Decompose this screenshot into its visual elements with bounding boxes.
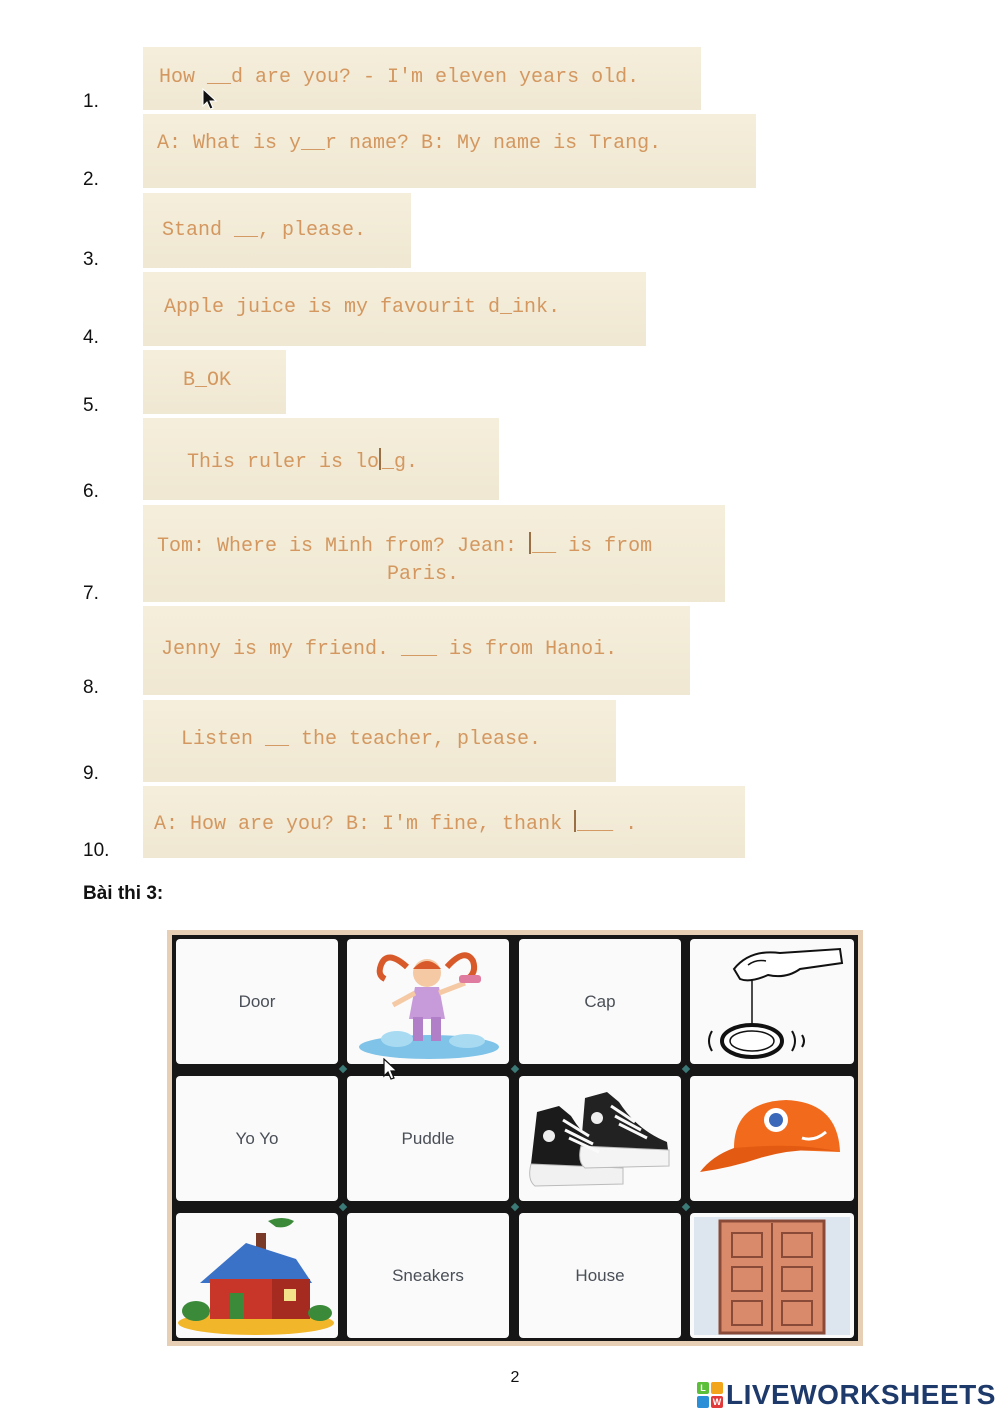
card-puddle-image[interactable] (347, 939, 509, 1064)
text-cursor (574, 810, 576, 832)
grid-marker (511, 1065, 519, 1073)
grid-marker (682, 1065, 690, 1073)
exercise-text: A: How are you? B: I'm fine, thank (154, 813, 575, 836)
exercise-strip-3[interactable] (143, 193, 411, 268)
mouse-pointer-icon (202, 88, 218, 112)
card-sneakers-label[interactable] (347, 1213, 509, 1338)
exercise-number: 10. (83, 840, 110, 861)
card-label: Cap (584, 991, 616, 1011)
logo-tile (697, 1396, 709, 1408)
exercise-number: 5. (83, 395, 99, 416)
exercise-text: How __d are you? - I'm eleven years old. (159, 66, 640, 89)
card-label: Puddle (401, 1128, 455, 1148)
sneakers-icon (519, 1076, 681, 1201)
exercise-number: 1. (83, 91, 99, 112)
exercise-strip-8[interactable] (143, 606, 690, 695)
card-label: Sneakers (392, 1265, 464, 1285)
house-icon (176, 1213, 338, 1338)
page-number: 2 (510, 1369, 520, 1386)
exercise-strip-2[interactable] (143, 114, 756, 188)
exercise-number: 4. (83, 327, 99, 348)
grid-marker (511, 1203, 519, 1211)
exercise-text: Tom: Where is Minh from? Jean: (157, 535, 530, 558)
exercise-strip-5[interactable] (143, 350, 286, 414)
card-house-label[interactable] (519, 1213, 681, 1338)
card-label: House (575, 1265, 625, 1285)
card-door-image[interactable] (690, 1213, 854, 1338)
door-icon (690, 1213, 854, 1338)
card-cap-label[interactable] (519, 939, 681, 1064)
exercise-text: ___ . (577, 813, 638, 836)
exercise-number: 9. (83, 763, 99, 784)
exercise-strip-7[interactable] (143, 505, 725, 602)
exercise-number: 8. (83, 677, 99, 698)
logo-tile (711, 1382, 723, 1394)
card-house-image[interactable] (176, 1213, 338, 1338)
exercise-strip-10[interactable] (143, 786, 745, 858)
exercise-text: A: What is y__r name? B: My name is Trang. (157, 132, 662, 155)
card-cap-image[interactable] (690, 1076, 854, 1201)
exercise-text: B_OK (183, 369, 232, 392)
grid-marker (682, 1203, 690, 1211)
matching-board (167, 930, 863, 1346)
card-label: Door (238, 991, 276, 1011)
grid-marker (339, 1065, 347, 1073)
liveworksheets-logo (697, 1379, 996, 1411)
exercise-text: Jenny is my friend. ___ is from Hanoi. (161, 638, 618, 661)
brand-name: LIVEWORKSHEETS (726, 1379, 996, 1410)
mouse-pointer-icon (383, 1058, 399, 1082)
girl-in-puddle-icon (347, 939, 509, 1064)
text-cursor (379, 448, 381, 470)
exercise-number: 6. (83, 481, 99, 502)
exercise-number: 2. (83, 169, 99, 190)
exercise-text: Paris. (387, 563, 460, 586)
exercise-text: Stand __, please. (162, 219, 367, 242)
card-sneakers-image[interactable] (519, 1076, 681, 1201)
card-label: Yo Yo (235, 1128, 279, 1148)
card-puddle-label[interactable] (347, 1076, 509, 1201)
card-yoyo-label[interactable] (176, 1076, 338, 1201)
exercise-text: __ is from (532, 535, 653, 558)
exercise-strip-9[interactable] (143, 700, 616, 782)
exercise-text: Listen __ the teacher, please. (181, 728, 542, 751)
matching-grid (172, 935, 858, 1341)
yoyo-hand-icon (690, 939, 854, 1064)
card-yoyo-image[interactable] (690, 939, 854, 1064)
logo-tile: W (712, 1397, 722, 1407)
exercise-strip-4[interactable] (143, 272, 646, 346)
logo-tiles-icon (697, 1382, 723, 1408)
text-cursor (529, 532, 531, 554)
grid-marker (339, 1203, 347, 1211)
exercise-strip-1[interactable] (143, 47, 701, 110)
exercise-strip-6[interactable] (143, 418, 499, 500)
exercise-text: Apple juice is my favourit d_ink. (164, 296, 561, 319)
card-door-label[interactable] (176, 939, 338, 1064)
orange-cap-icon (690, 1076, 854, 1201)
logo-tile: L (697, 1382, 709, 1394)
section-heading: Bài thi 3: (83, 883, 164, 904)
exercise-number: 3. (83, 249, 99, 270)
exercise-text: This ruler is lo (187, 451, 380, 474)
exercise-number: 7. (83, 583, 99, 604)
exercise-text: _g. (382, 451, 419, 474)
